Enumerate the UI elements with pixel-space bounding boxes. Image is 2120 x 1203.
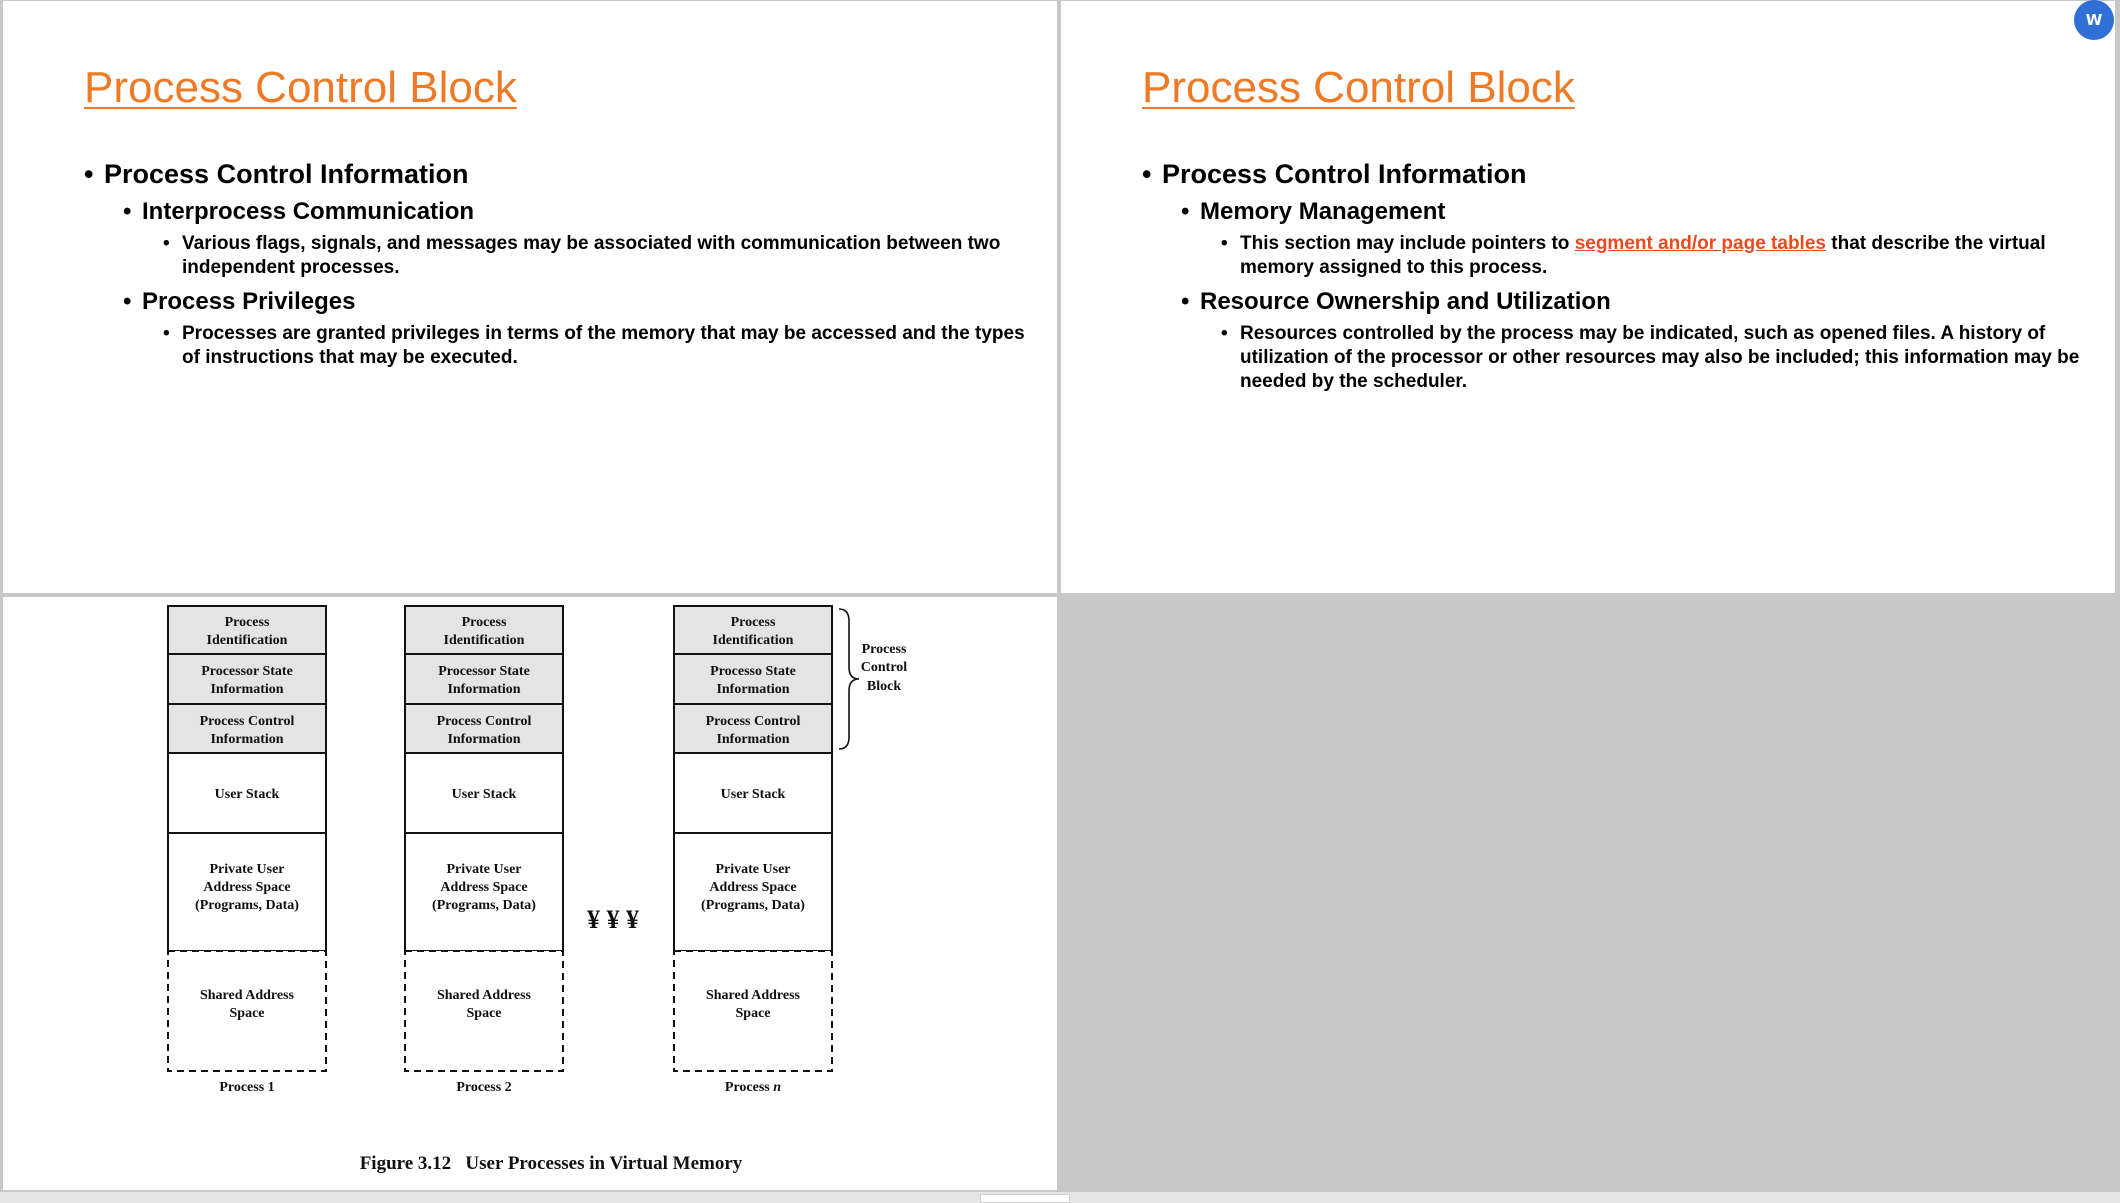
block-text: Address Space [709, 880, 797, 895]
block-text: Private User [715, 862, 791, 877]
slide-3-thumbnail[interactable] [3, 597, 1057, 1190]
block-text: (Programs, Data) [701, 898, 805, 913]
slide-2-heading: • Process Control Information [1142, 159, 2095, 190]
page-tables-link[interactable]: segment and/or page tables [1574, 233, 1826, 254]
brace-label-line: Control [860, 660, 908, 675]
block-text: Space [466, 1006, 502, 1021]
figure-caption: Figure 3.12 User Processes in Virtual Memory [359, 1153, 743, 1174]
pcb-brace [839, 609, 859, 749]
block-text: Shared Address [436, 988, 532, 1003]
section-text-after: that describe the virtual memory assigned to this process. [1240, 233, 2046, 278]
block-text: Identification [206, 633, 288, 648]
block-text: Process Control [436, 714, 532, 729]
block-text: User Stack [451, 787, 517, 802]
brace-label-line: Block [866, 679, 902, 694]
slide-2-section-text [1221, 232, 2095, 280]
slide-1-section-label: • Interprocess Communication [123, 198, 1037, 226]
block-text: Process [461, 615, 507, 630]
block-text: Processo State [710, 664, 796, 679]
process-label-prefix: Process [724, 1080, 770, 1095]
virtual-memory-figure [3, 597, 1057, 1190]
block-text: User Stack [214, 787, 280, 802]
block-text: (Programs, Data) [195, 898, 299, 913]
status-bar-field[interactable] [980, 1194, 1070, 1203]
block-text: Processor State [201, 664, 293, 679]
slide-1-section-label: • Process Privileges [123, 288, 1037, 316]
slide-2-section-label: • Resource Ownership and Utilization [1181, 288, 2095, 316]
block-text: Processor State [438, 664, 530, 679]
slide-1-title: Process Control Block [84, 63, 517, 112]
slide-2-section-text: • Resources controlled by the process may be indicated, such as opened files. A history of utilization of the processor or other resources may also be included; this information may be needed by the scheduler. [1221, 322, 2095, 394]
block-text: Process [224, 615, 270, 630]
block-text: Information [447, 682, 521, 697]
block-text: Address Space [440, 880, 528, 895]
block-text: Address Space [203, 880, 291, 895]
process-column-1 [168, 606, 326, 1095]
process-label: Process 2 [456, 1080, 512, 1095]
process-label: Process 1 [219, 1080, 275, 1095]
block-text: User Stack [720, 787, 786, 802]
block-text: Information [447, 732, 521, 747]
block-text: Private User [446, 862, 522, 877]
slide-1-section-text: • Processes are granted privileges in terms of the memory that may be accessed and the types of instructions that may be executed. [163, 322, 1037, 370]
slide-1-body [84, 159, 1037, 378]
block-text: (Programs, Data) [432, 898, 536, 913]
block-text: Information [716, 682, 790, 697]
block-text: Information [716, 732, 790, 747]
block-text: Information [210, 682, 284, 697]
slide-2-body [1142, 159, 2095, 402]
slide-2-title: Process Control Block [1142, 63, 1575, 112]
block-text: Identification [712, 633, 794, 648]
block-text: Space [229, 1006, 265, 1021]
brace-label-line: Process [861, 642, 907, 657]
block-text: Private User [209, 862, 285, 877]
section-text-before: This section may include pointers to [1240, 233, 1570, 254]
slide-1-heading: • Process Control Information [84, 159, 1037, 190]
slide-2-thumbnail[interactable] [1061, 1, 2115, 593]
block-text: Shared Address [199, 988, 295, 1003]
process-column-n [674, 606, 832, 1095]
process-label-var: n [773, 1080, 782, 1095]
process-label [725, 1080, 781, 1095]
block-text: Identification [443, 633, 525, 648]
process-column-2 [405, 606, 563, 1095]
block-text: Space [735, 1006, 771, 1021]
slide-1-thumbnail[interactable] [3, 1, 1057, 593]
block-text: Process Control [199, 714, 295, 729]
translate-icon[interactable]: W [2074, 0, 2114, 40]
block-text: Process [730, 615, 776, 630]
block-text: Information [210, 732, 284, 747]
slide-2-section-label: • Memory Management [1181, 198, 2095, 226]
slide-1-section-text: • Various flags, signals, and messages may be associated with communication between two independent processes. [163, 232, 1037, 280]
block-text: Process Control [705, 714, 801, 729]
block-text: Shared Address [705, 988, 801, 1003]
ellipsis-marks: ¥ ¥ ¥ [587, 905, 639, 934]
